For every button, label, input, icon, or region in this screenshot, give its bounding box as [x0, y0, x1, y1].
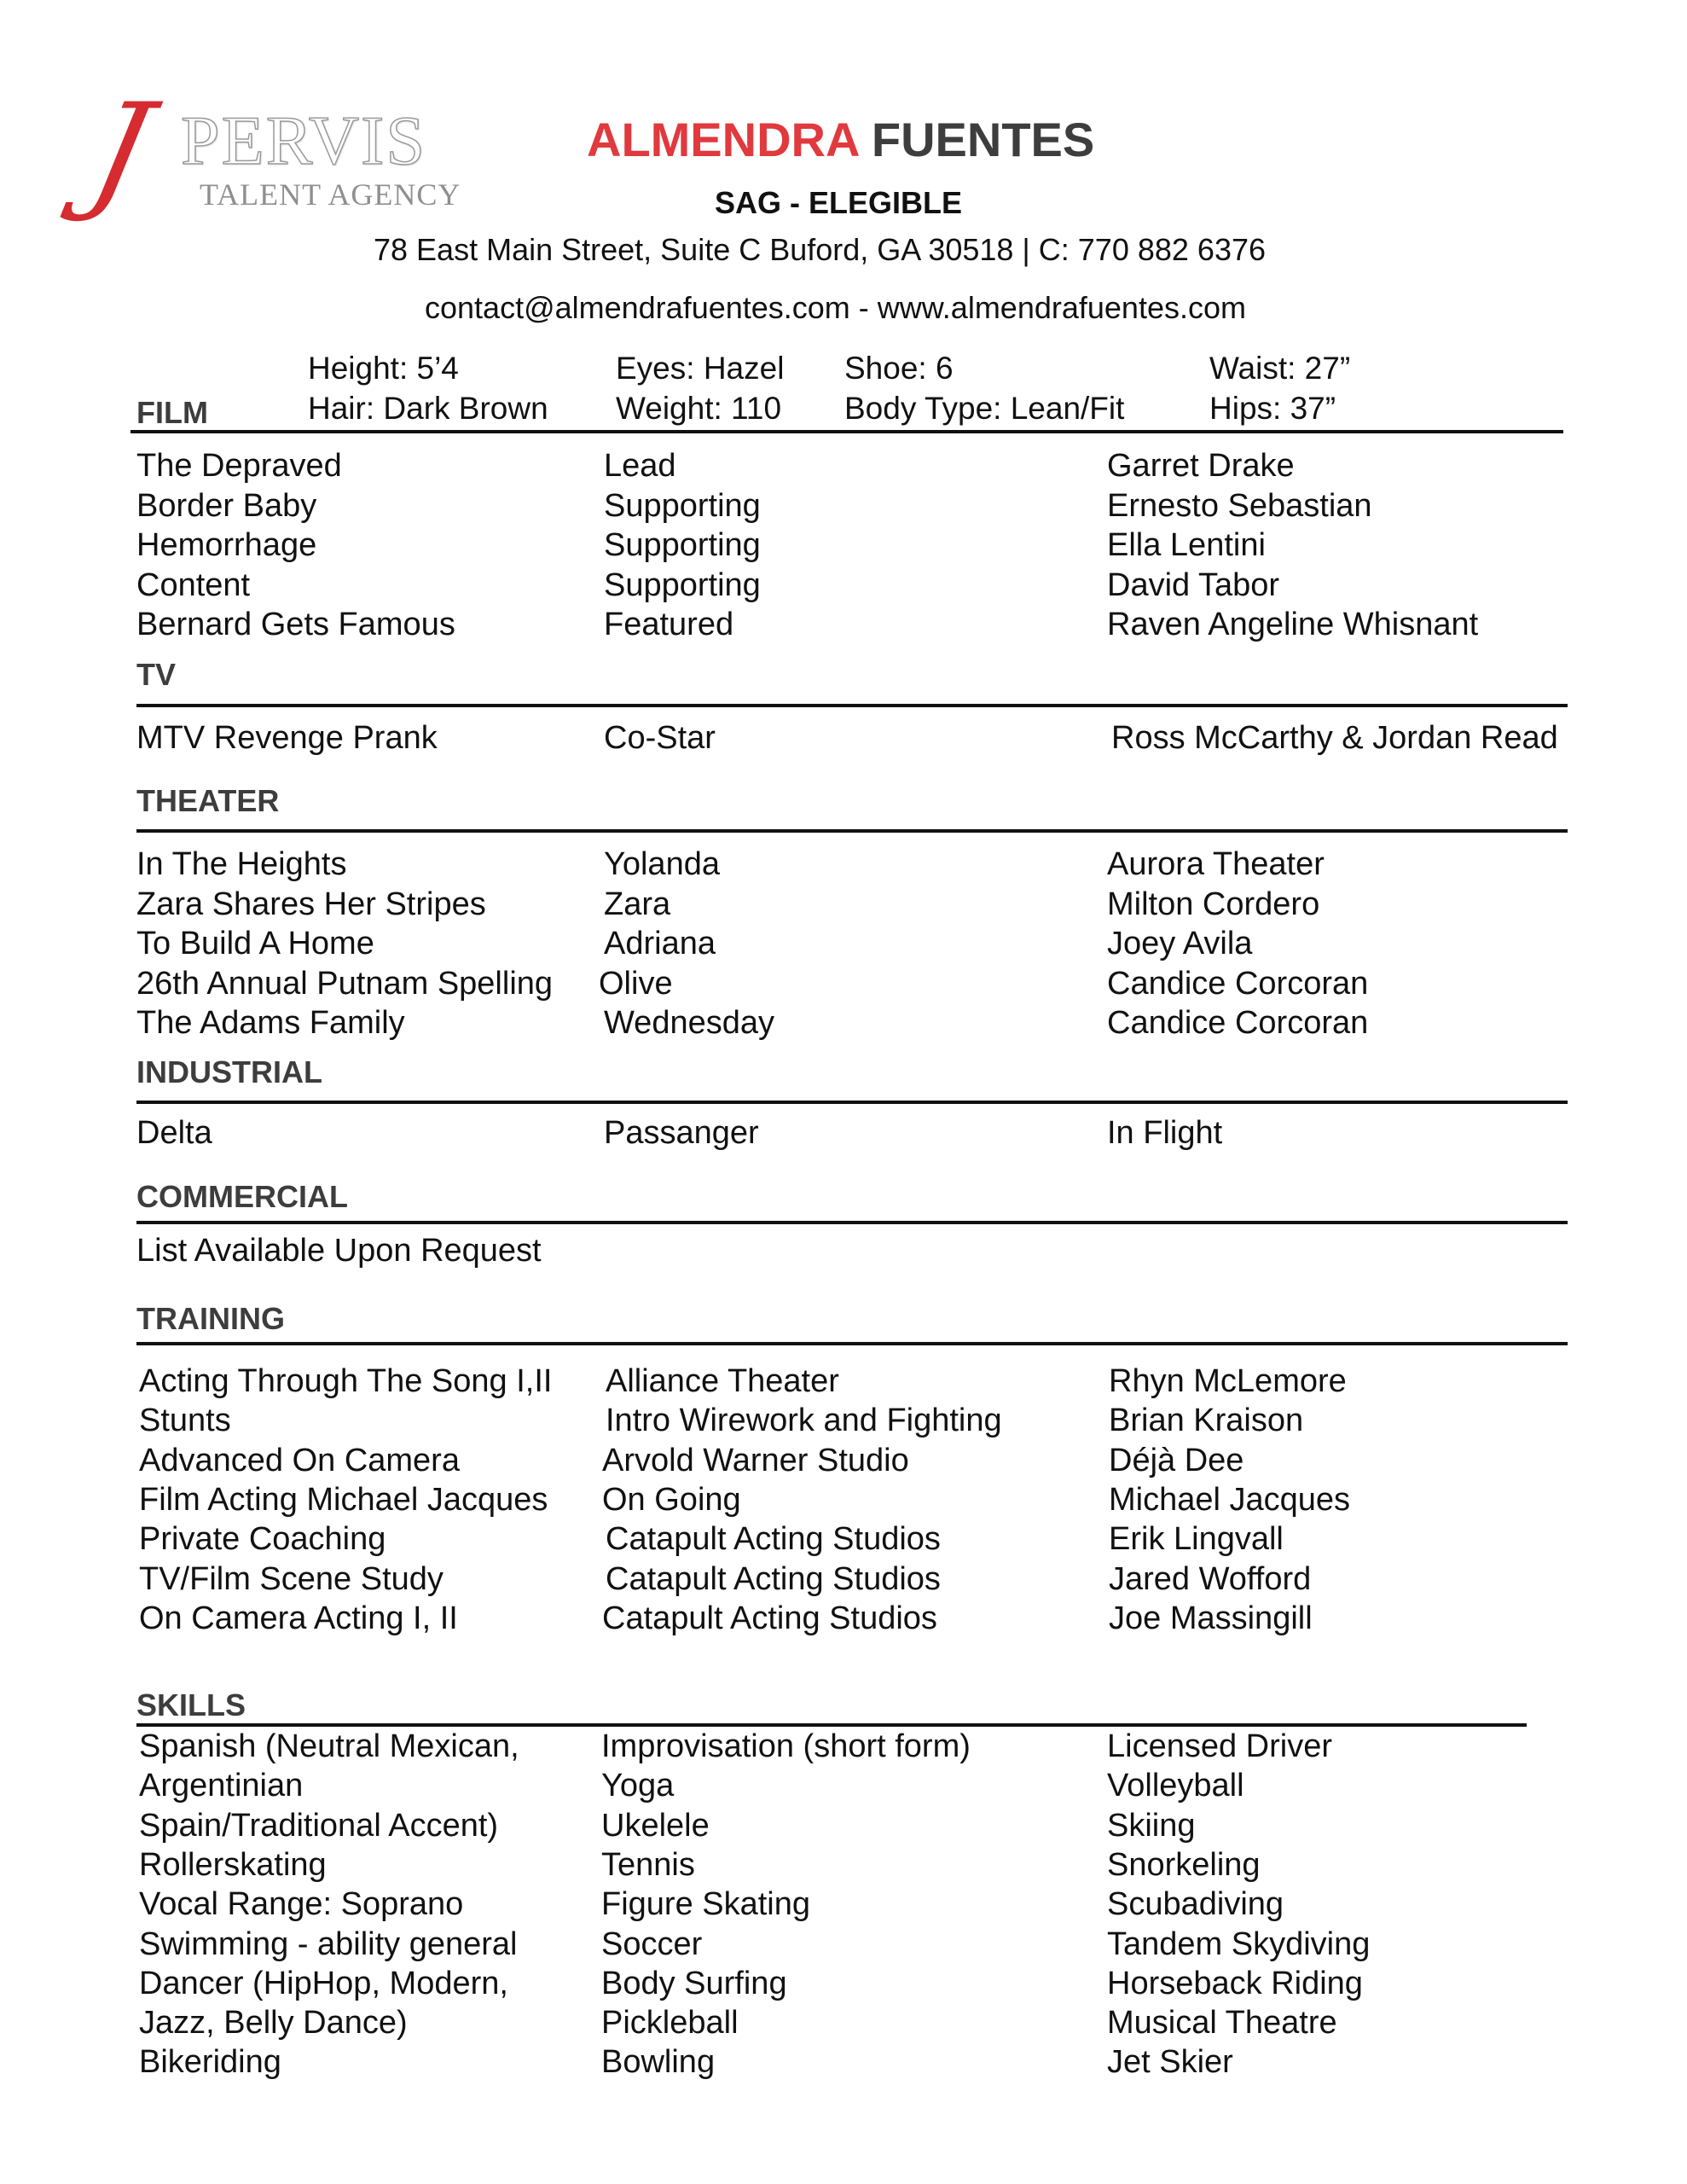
stat-waist: Waist: 27”	[1209, 351, 1351, 386]
tv-project: MTV Revenge Prank	[136, 720, 438, 756]
training-studio: Alliance Theater	[606, 1363, 839, 1399]
skills-row	[0, 2003, 1687, 2042]
theater-production: The Adams Family	[136, 1005, 405, 1042]
training-course: On Camera Acting I, II	[139, 1600, 458, 1636]
theater-production: 26th Annual Putnam Spelling	[136, 965, 554, 1002]
skills-skill-col-2: Bowling	[601, 2044, 716, 2081]
skills-row	[0, 2042, 1687, 2082]
training-course: Acting Through The Song I,II	[139, 1363, 553, 1399]
actor-name	[587, 113, 1095, 166]
skills-skill-col-2: Pickleball	[601, 2005, 739, 2042]
training-instructor: Brian Kraison	[1109, 1403, 1304, 1439]
commercial-note: List Available Upon Request	[136, 1233, 542, 1269]
commercial-note-row	[0, 1231, 1687, 1270]
film-role: Supporting	[604, 527, 761, 564]
training-studio: Intro Wirework and Fighting	[606, 1403, 1002, 1439]
skills-skill-col-2: Body Surfing	[601, 1965, 787, 2001]
stat-body-type: Body Type: Lean/Fit	[844, 391, 1125, 426]
skills-skill-col-1: Vocal Range: Soprano	[139, 1886, 464, 1923]
union-status: SAG - ELEGIBLE	[715, 185, 963, 220]
skills-skill-col-1: Bikeriding	[139, 2044, 281, 2081]
training-instructor: Michael Jacques	[1109, 1481, 1351, 1518]
section-heading-theater: THEATER	[136, 783, 280, 818]
stat-hair: Hair: Dark Brown	[308, 391, 548, 426]
skills-skill-col-1: Dancer (HipHop, Modern,	[139, 1965, 508, 2001]
skills-skill-col-1: Rollerskating	[139, 1846, 327, 1883]
skills-skill-col-2: Ukelele	[601, 1807, 710, 1844]
theater-row	[0, 924, 1687, 963]
theater-director-or-venue: Candice Corcoran	[1107, 1005, 1369, 1042]
skills-row	[0, 1845, 1687, 1885]
industrial-role: Passanger	[604, 1115, 759, 1151]
skills-skill-col-3: Musical Theatre	[1107, 2005, 1337, 2042]
skills-row	[0, 1806, 1687, 1845]
training-instructor: Déjà Dee	[1109, 1442, 1244, 1478]
logo-name: PERVIS	[181, 102, 426, 179]
stat-shoe: Shoe: 6	[844, 351, 954, 386]
skills-skill-col-2: Tennis	[601, 1846, 695, 1883]
theater-role: Wednesday	[604, 1005, 774, 1042]
training-studio: Catapult Acting Studios	[606, 1521, 941, 1558]
section-rule-film	[130, 430, 1563, 433]
training-instructor: Erik Lingvall	[1109, 1521, 1284, 1558]
skills-skill-col-1: Spanish (Neutral Mexican,	[139, 1728, 519, 1764]
skills-row	[0, 1885, 1687, 1924]
section-heading-industrial: INDUSTRIAL	[136, 1054, 322, 1089]
tv-role: Co-Star	[604, 720, 716, 756]
address-line: 78 East Main Street, Suite C Buford, GA 30518 | C: 770 882 6376	[374, 232, 1267, 267]
skills-row	[0, 1727, 1687, 1766]
theater-row	[0, 845, 1687, 884]
industrial-client: Delta	[136, 1115, 212, 1151]
training-row	[0, 1441, 1687, 1480]
film-project: Bernard Gets Famous	[136, 607, 455, 643]
training-course: Stunts	[139, 1403, 231, 1439]
skills-row	[0, 1925, 1687, 1964]
tv-director: Ross McCarthy & Jordan Read	[1111, 720, 1558, 756]
training-studio: Catapult Acting Studios	[602, 1600, 937, 1636]
training-instructor: Joe Massingill	[1109, 1600, 1313, 1636]
skills-skill-col-3: Tandem Skydiving	[1107, 1926, 1371, 1962]
logo-initial: J	[79, 77, 163, 225]
film-director: Raven Angeline Whisnant	[1107, 607, 1479, 643]
section-heading-training: TRAINING	[136, 1301, 285, 1336]
section-heading-tv: TV	[136, 657, 177, 692]
film-row	[0, 526, 1687, 565]
training-studio: On Going	[602, 1481, 741, 1518]
section-heading-commercial: COMMERCIAL	[136, 1179, 348, 1214]
theater-role: Yolanda	[604, 846, 720, 882]
skills-skill-col-3: Snorkeling	[1107, 1846, 1261, 1883]
training-studio: Catapult Acting Studios	[606, 1560, 941, 1597]
skills-skill-col-1: Swimming - ability general	[139, 1926, 518, 1962]
logo-subtitle: TALENT AGENCY	[200, 177, 461, 212]
section-heading-skills: SKILLS	[136, 1687, 246, 1722]
skills-skill-col-2: Soccer	[601, 1926, 703, 1962]
training-course: TV/Film Scene Study	[139, 1560, 443, 1597]
industrial-row	[0, 1113, 1687, 1153]
contact-line: contact@almendrafuentes.com - www.almendrafuentes.com	[425, 290, 1246, 325]
tv-row	[0, 718, 1687, 758]
film-role: Featured	[604, 607, 734, 643]
film-project: Hemorrhage	[136, 527, 317, 564]
first-name: ALMENDRA	[587, 113, 859, 166]
section-rule-industrial	[136, 1101, 1568, 1104]
theater-production: In The Heights	[136, 846, 347, 882]
film-row	[0, 566, 1687, 605]
film-director: Garret Drake	[1107, 448, 1295, 484]
section-rule-training	[136, 1342, 1568, 1345]
skills-row	[0, 1766, 1687, 1805]
training-studio: Arvold Warner Studio	[602, 1442, 909, 1478]
skills-skill-col-2: Figure Skating	[601, 1886, 811, 1923]
training-course: Advanced On Camera	[139, 1442, 460, 1478]
theater-director-or-venue: Candice Corcoran	[1107, 965, 1369, 1002]
section-rule-commercial	[136, 1221, 1568, 1224]
film-role: Supporting	[604, 566, 761, 603]
skills-skill-col-3: Skiing	[1107, 1807, 1196, 1844]
skills-skill-col-3: Volleyball	[1107, 1768, 1244, 1804]
stat-eyes: Eyes: Hazel	[616, 351, 785, 386]
last-name: FUENTES	[871, 113, 1095, 166]
theater-director-or-venue: Milton Cordero	[1107, 886, 1320, 922]
film-director: Ella Lentini	[1107, 527, 1266, 564]
film-project: Border Baby	[136, 487, 317, 524]
skills-skill-col-3: Scubadiving	[1107, 1886, 1284, 1923]
stat-height: Height: 5’4	[308, 351, 459, 386]
section-rule-tv	[136, 704, 1568, 707]
skills-skill-col-3: Jet Skier	[1107, 2044, 1233, 2081]
theater-role: Zara	[604, 886, 671, 922]
film-director: Ernesto Sebastian	[1107, 487, 1372, 524]
training-row	[0, 1519, 1687, 1559]
skills-skill-col-1: Spain/Traditional Accent)	[139, 1807, 499, 1844]
film-role: Supporting	[604, 487, 761, 524]
theater-director-or-venue: Joey Avila	[1107, 926, 1253, 962]
training-row	[0, 1401, 1687, 1440]
film-row	[0, 605, 1687, 644]
industrial-production: In Flight	[1107, 1115, 1223, 1151]
film-director: David Tabor	[1107, 566, 1280, 603]
skills-row	[0, 1964, 1687, 2003]
theater-production: To Build A Home	[136, 926, 374, 962]
agency-logo	[79, 77, 471, 225]
theater-row	[0, 1003, 1687, 1043]
theater-production: Zara Shares Her Stripes	[136, 886, 486, 922]
film-row	[0, 486, 1687, 526]
training-row	[0, 1560, 1687, 1599]
skills-skill-col-2: Improvisation (short form)	[601, 1728, 971, 1764]
training-instructor: Rhyn McLemore	[1109, 1363, 1347, 1399]
theater-director-or-venue: Aurora Theater	[1107, 846, 1325, 882]
training-course: Film Acting Michael Jacques	[139, 1481, 548, 1518]
section-heading-film: FILM	[136, 395, 208, 430]
training-row	[0, 1480, 1687, 1519]
skills-skill-col-1: Argentinian	[139, 1768, 304, 1804]
training-row	[0, 1362, 1687, 1401]
training-row	[0, 1599, 1687, 1638]
skills-skill-col-3: Horseback Riding	[1107, 1965, 1363, 2001]
stat-weight: Weight: 110	[616, 391, 782, 426]
film-project: The Depraved	[136, 448, 342, 484]
film-project: Content	[136, 566, 251, 603]
section-rule-theater	[136, 829, 1568, 833]
skills-skill-col-2: Yoga	[601, 1768, 675, 1804]
theater-row	[0, 964, 1687, 1003]
skills-skill-col-3: Licensed Driver	[1107, 1728, 1332, 1764]
film-role: Lead	[604, 448, 676, 484]
stat-hips: Hips: 37”	[1209, 391, 1336, 426]
training-course: Private Coaching	[139, 1521, 386, 1558]
theater-row	[0, 885, 1687, 924]
skills-skill-col-1: Jazz, Belly Dance)	[139, 2005, 408, 2042]
theater-role: Olive	[599, 965, 673, 1002]
training-instructor: Jared Wofford	[1109, 1560, 1312, 1597]
film-row	[0, 446, 1687, 485]
theater-role: Adriana	[604, 926, 716, 962]
